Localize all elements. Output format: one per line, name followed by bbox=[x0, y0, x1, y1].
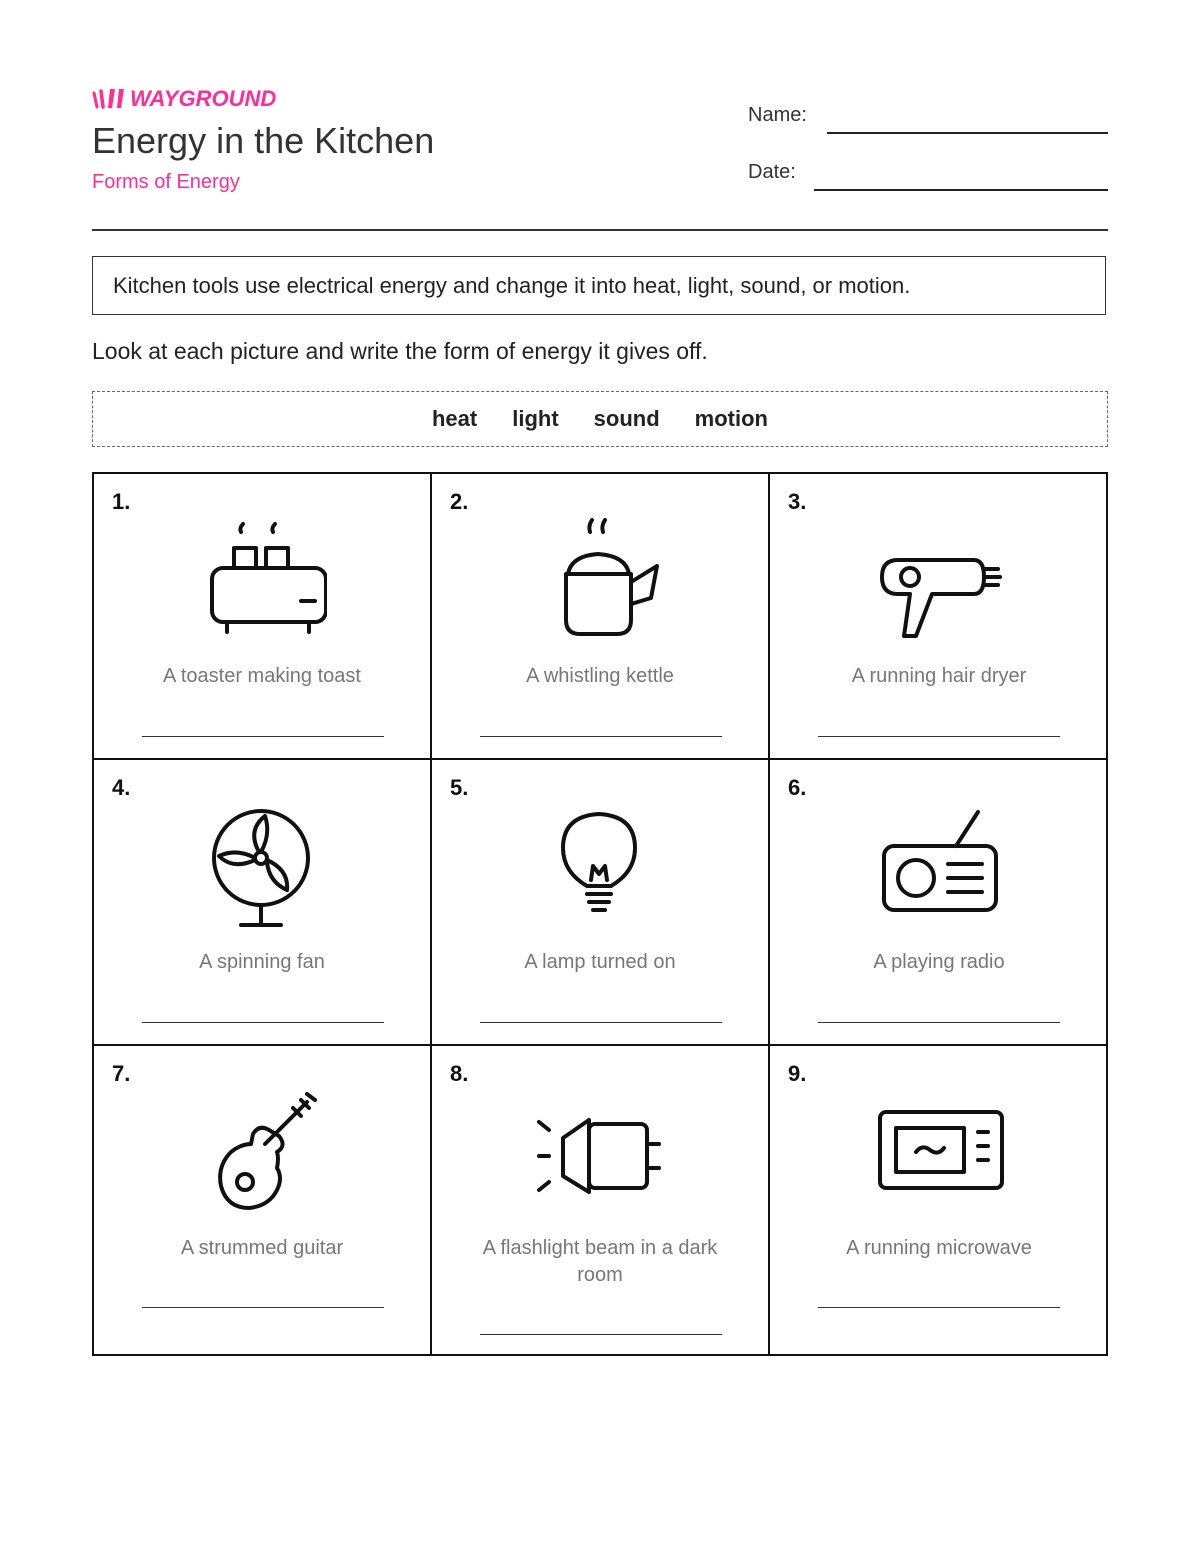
radio-icon bbox=[874, 800, 1004, 930]
date-label: Date: bbox=[748, 161, 796, 183]
answer-line[interactable] bbox=[142, 736, 384, 737]
brand-logo bbox=[92, 86, 276, 112]
instruction-text: Look at each picture and write the form of energy it gives off. bbox=[92, 338, 708, 364]
kettle-icon bbox=[535, 514, 665, 644]
question-caption: A whistling kettle bbox=[526, 665, 674, 687]
question-grid bbox=[92, 472, 1108, 1356]
answer-line[interactable] bbox=[480, 1334, 722, 1335]
question-number: 5. bbox=[450, 775, 469, 800]
question-caption: A running hair dryer bbox=[851, 665, 1027, 687]
fan-icon bbox=[197, 800, 327, 930]
guitar-icon bbox=[197, 1086, 327, 1216]
word-bank bbox=[92, 391, 1108, 447]
flashlight-icon bbox=[535, 1086, 665, 1216]
question-cell bbox=[94, 474, 432, 760]
intro-box bbox=[92, 256, 1106, 315]
question-caption: A lamp turned on bbox=[524, 951, 676, 973]
answer-line[interactable] bbox=[480, 736, 722, 737]
light-bulb-icon bbox=[535, 800, 665, 930]
question-caption: A playing radio bbox=[873, 951, 1005, 973]
answer-line[interactable] bbox=[142, 1307, 384, 1308]
page-subtitle: Forms of Energy bbox=[92, 171, 240, 193]
question-caption: A toaster making toast bbox=[163, 665, 361, 687]
answer-line[interactable] bbox=[818, 1022, 1060, 1023]
intro-text: Kitchen tools use electrical energy and change it into heat, light, sound, or motion. bbox=[113, 272, 911, 298]
question-cell bbox=[770, 760, 1108, 1046]
hair-dryer-icon bbox=[874, 514, 1004, 644]
brand-name: WAYGROUND bbox=[130, 86, 277, 111]
word-bank-item: heat bbox=[431, 406, 478, 431]
question-cell bbox=[770, 474, 1108, 760]
question-number: 2. bbox=[450, 489, 469, 514]
question-caption: A running microwave bbox=[846, 1237, 1032, 1259]
name-label: Name: bbox=[748, 104, 807, 126]
question-number: 7. bbox=[112, 1061, 131, 1086]
answer-line[interactable] bbox=[142, 1022, 384, 1023]
question-caption: A spinning fan bbox=[199, 951, 325, 973]
word-bank-item: light bbox=[512, 406, 559, 431]
question-cell bbox=[770, 1046, 1108, 1356]
question-cell bbox=[94, 760, 432, 1046]
question-caption: A strummed guitar bbox=[180, 1237, 344, 1259]
answer-line[interactable] bbox=[818, 1307, 1060, 1308]
toaster-icon bbox=[197, 514, 327, 644]
question-number: 6. bbox=[788, 775, 807, 800]
question-cell bbox=[432, 760, 770, 1046]
answer-line[interactable] bbox=[818, 736, 1060, 737]
page-title: Energy in the Kitchen bbox=[92, 120, 435, 161]
question-number: 3. bbox=[788, 489, 807, 514]
question-cell bbox=[94, 1046, 432, 1356]
question-number: 1. bbox=[112, 489, 131, 514]
question-number: 8. bbox=[450, 1061, 469, 1086]
word-bank-item: motion bbox=[694, 406, 768, 431]
answer-line[interactable] bbox=[480, 1022, 722, 1023]
name-field[interactable] bbox=[827, 132, 1108, 134]
question-number: 4. bbox=[112, 775, 131, 800]
word-bank-item: sound bbox=[593, 406, 660, 431]
wayground-logo-icon bbox=[92, 87, 126, 111]
question-cell bbox=[432, 474, 770, 760]
microwave-icon bbox=[874, 1086, 1004, 1216]
question-cell bbox=[432, 1046, 770, 1356]
header-divider bbox=[92, 229, 1108, 231]
question-number: 9. bbox=[788, 1061, 807, 1086]
question-caption: A flashlight beam in a dark room bbox=[482, 1237, 718, 1286]
date-field[interactable] bbox=[814, 189, 1108, 191]
